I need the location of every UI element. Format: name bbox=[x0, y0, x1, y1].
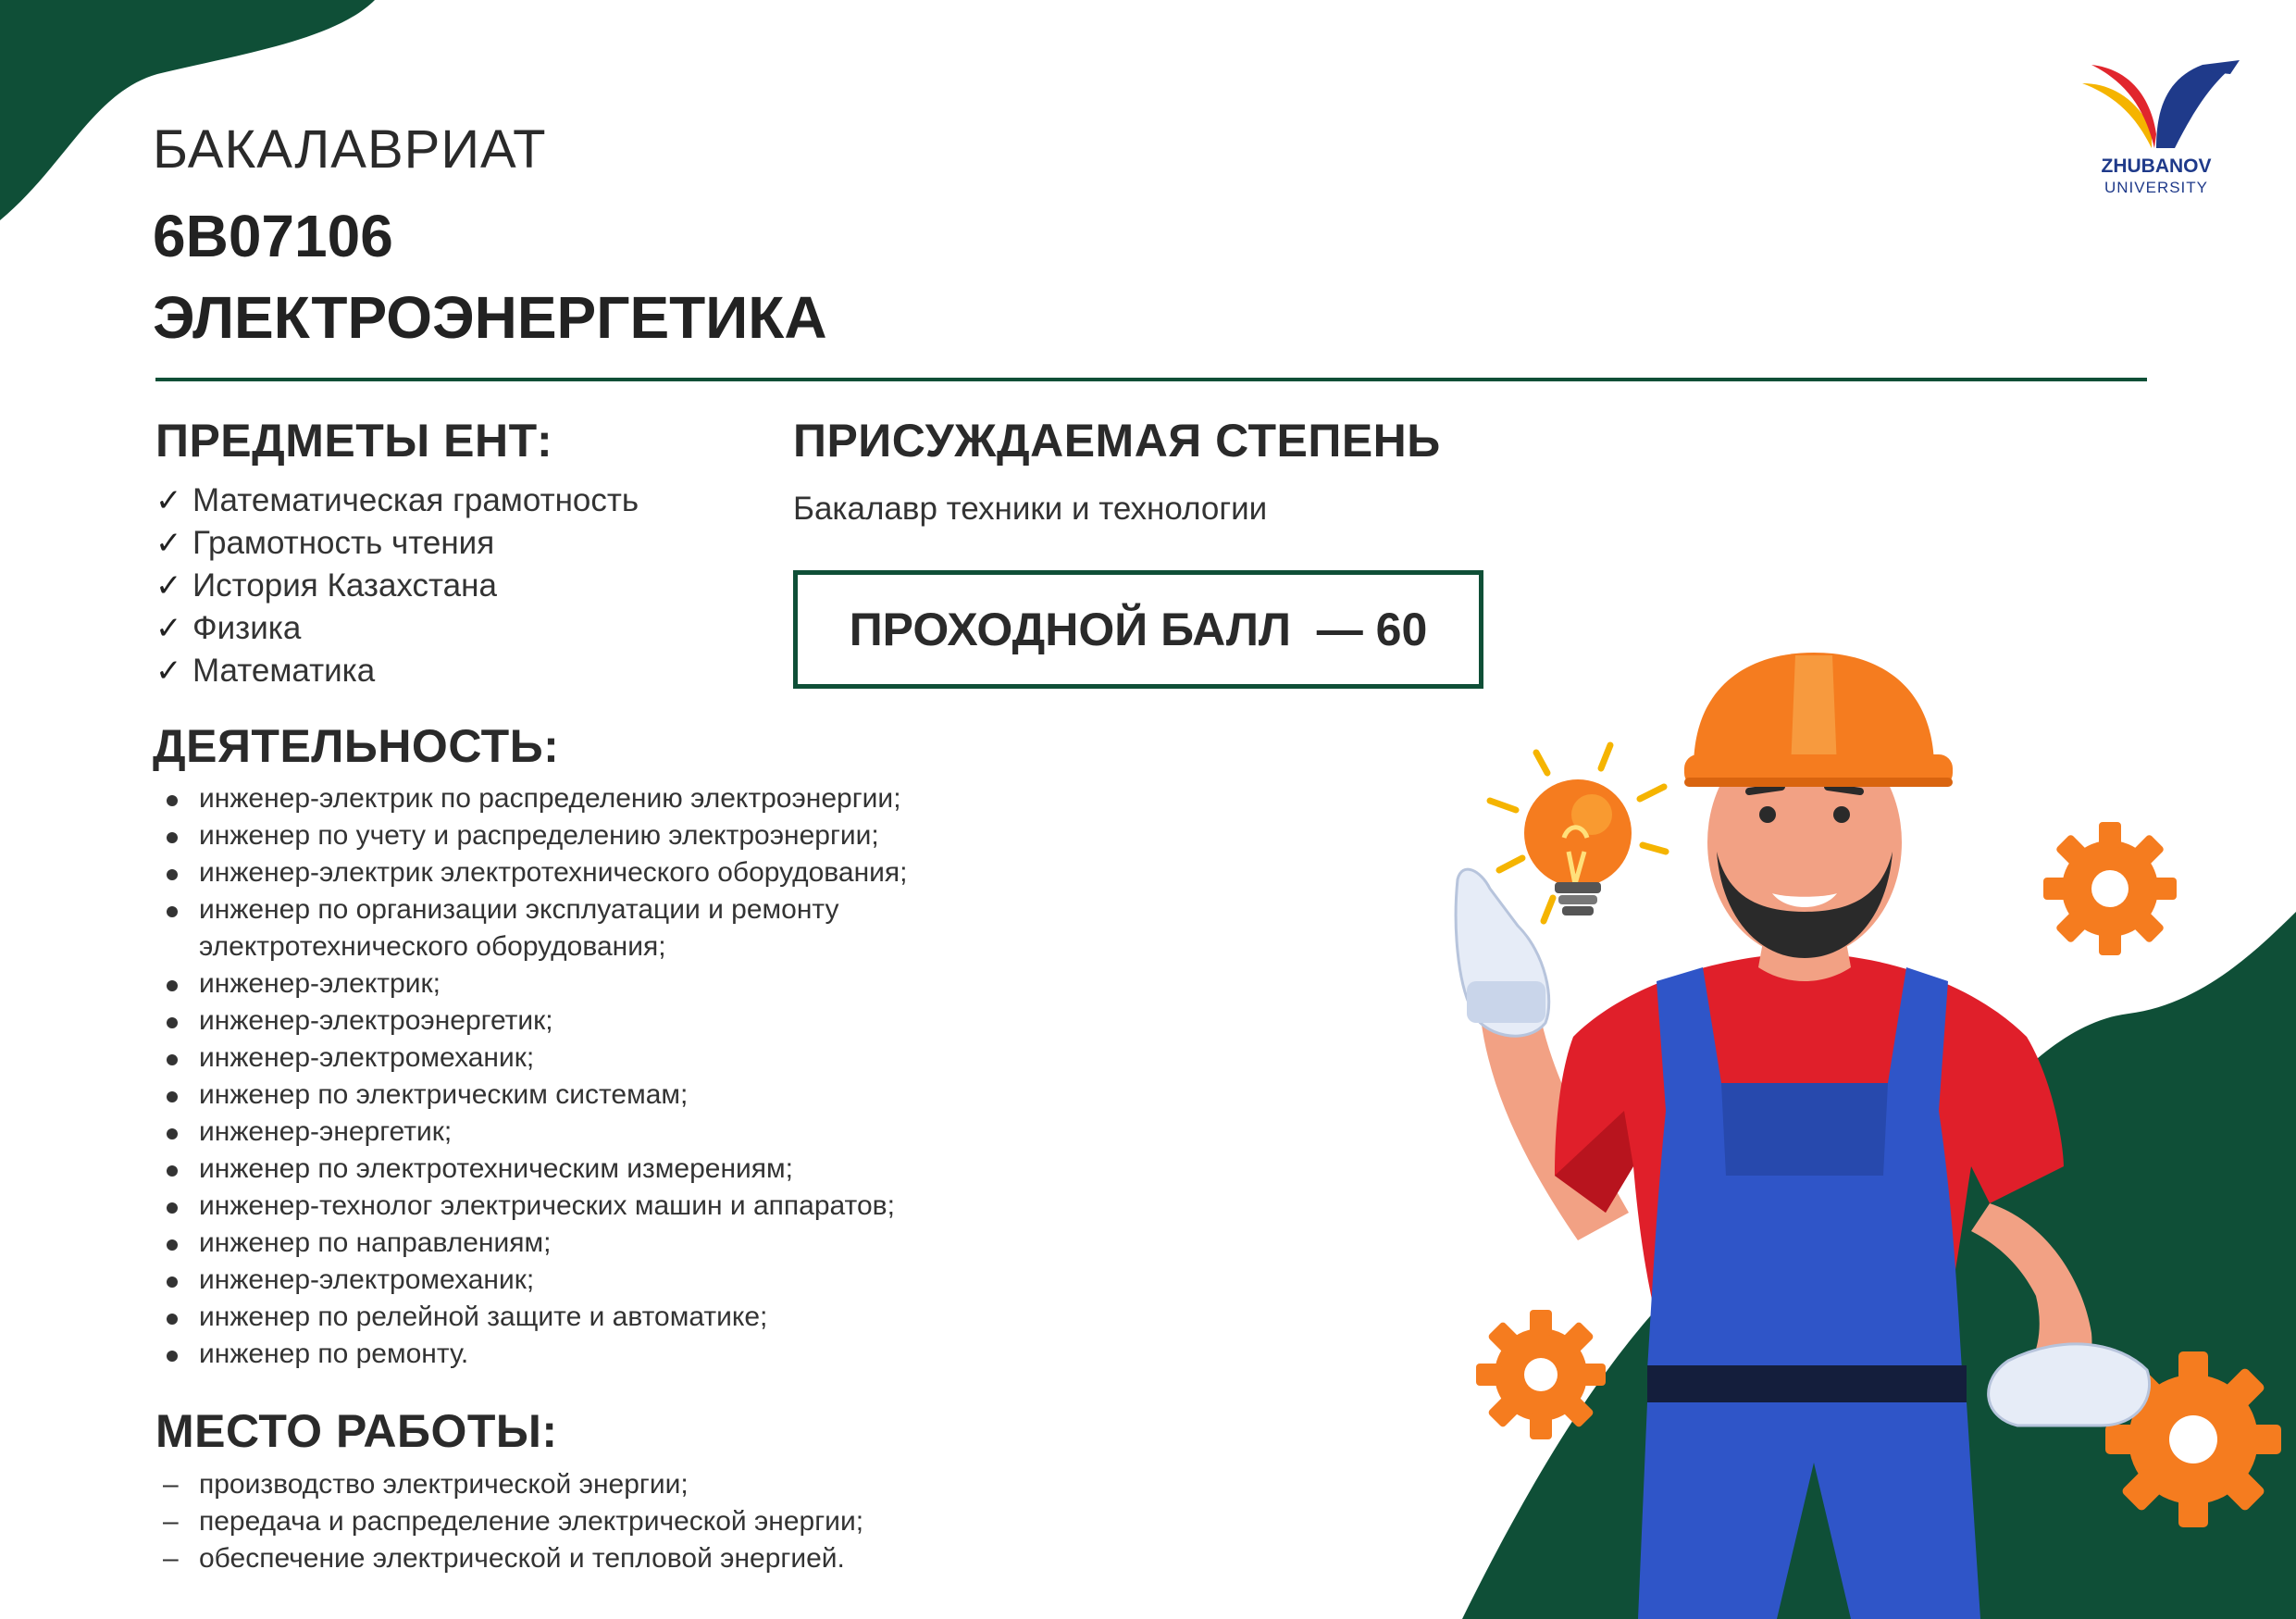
workplace-list bbox=[163, 1466, 863, 1577]
list-item: инженер по ремонту. bbox=[167, 1336, 1055, 1373]
program-code: 6В07106 bbox=[153, 203, 393, 269]
logo-line2: UNIVERSITY bbox=[2104, 179, 2209, 196]
list-item: ✓ Грамотность чтения bbox=[155, 525, 495, 561]
top-left-blob bbox=[0, 0, 389, 231]
degree-title: ПРИСУЖДАЕМАЯ СТЕПЕНЬ bbox=[793, 415, 1441, 467]
list-item: инженер по релейной защите и автоматике; bbox=[167, 1299, 1055, 1336]
check-icon: ✓ bbox=[155, 654, 182, 689]
logo-line1: ZHUBANOV bbox=[2101, 156, 2212, 177]
list-item: – обеспечение электрической и тепловой энергией. bbox=[163, 1540, 863, 1577]
list-item: ✓ История Казахстана bbox=[155, 567, 497, 604]
list-item: – передача и распределение электрической энергии; bbox=[163, 1503, 863, 1540]
activity-list bbox=[167, 780, 1055, 1373]
header-divider bbox=[155, 378, 2147, 381]
list-item: инженер по электрическим системам; bbox=[167, 1077, 1055, 1114]
list-item: инженер-электромеханик; bbox=[167, 1040, 1055, 1077]
degree-value: Бакалавр техники и технологии bbox=[793, 491, 1268, 527]
list-item: инженер-электрик; bbox=[167, 965, 1055, 1003]
list-item: инженер-электроэнергетик; bbox=[167, 1003, 1055, 1040]
workplace-title: МЕСТО РАБОТЫ: bbox=[155, 1405, 558, 1457]
list-item: инженер-технолог электрических машин и аппаратов; bbox=[167, 1188, 1055, 1225]
subjects-list bbox=[155, 479, 639, 692]
list-item: инженер по направлениям; bbox=[167, 1225, 1055, 1262]
list-item: инженер-электрик электротехнического оборудования; bbox=[167, 854, 1055, 891]
subjects-title: ПРЕДМЕТЫ ЕНТ: bbox=[155, 415, 553, 467]
check-icon: ✓ bbox=[155, 483, 182, 518]
list-item: инженер по организации эксплуатации и ремонту электротехнического оборудования; bbox=[167, 891, 967, 965]
program-name: ЭЛЕКТРОЭНЕРГЕТИКА bbox=[153, 284, 827, 351]
list-item: – производство электрической энергии; bbox=[163, 1466, 863, 1503]
university-logo bbox=[2064, 56, 2249, 157]
program-level: БАКАЛАВРИАТ bbox=[153, 119, 547, 180]
list-item: инженер-электромеханик; bbox=[167, 1262, 1055, 1299]
list-item: инженер по учету и распределению электроэнергии; bbox=[167, 817, 1055, 854]
list-item: инженер-энергетик; bbox=[167, 1114, 1055, 1151]
passing-score-label: ПРОХОДНОЙ БАЛЛ — 60 bbox=[849, 604, 1428, 655]
passing-score-box bbox=[793, 570, 1483, 689]
activity-title: ДЕЯТЕЛЬНОСТЬ: bbox=[153, 720, 560, 772]
list-item: ✓ Математическая грамотность bbox=[155, 482, 639, 518]
list-item: ✓ Математика bbox=[155, 653, 376, 689]
check-icon: ✓ bbox=[155, 568, 182, 604]
check-icon: ✓ bbox=[155, 611, 182, 646]
list-item: инженер по электротехническим измерениям; bbox=[167, 1151, 1055, 1188]
list-item: ✓ Физика bbox=[155, 610, 302, 646]
engineer-illustration bbox=[1416, 648, 2184, 1619]
check-icon: ✓ bbox=[155, 526, 182, 561]
list-item: инженер-электрик по распределению электроэнергии; bbox=[167, 780, 1055, 817]
